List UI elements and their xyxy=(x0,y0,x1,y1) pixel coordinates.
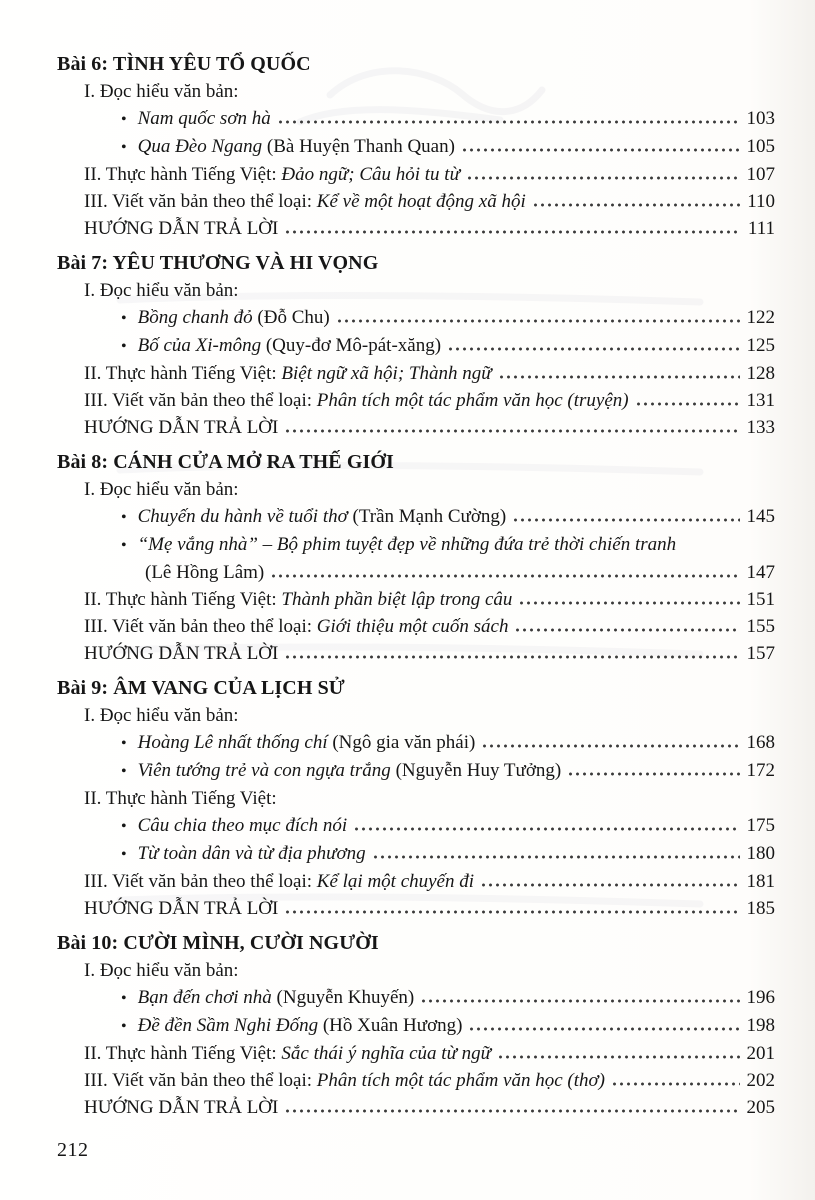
section-title: Bài 9: ÂM VANG CỦA LỊCH SỬ xyxy=(57,677,345,699)
entry-label xyxy=(84,215,278,242)
entry-text: HƯỚNG DẪN TRẢ LỜI xyxy=(84,643,279,664)
entry-page-number: 110 xyxy=(747,191,775,212)
bullet-icon: • xyxy=(121,509,127,526)
entry-page-number: 147 xyxy=(746,562,775,583)
entry-text: Phân tích một tác phẩm văn học (thơ) xyxy=(316,1070,606,1091)
dotted-leader xyxy=(353,827,740,831)
dotted-leader xyxy=(466,176,740,180)
entry-text: (Ngô gia văn phái) xyxy=(327,732,476,753)
entry-text: III. Viết văn bản theo thể loại: xyxy=(84,191,317,212)
entry-text: Viên tướng trẻ và con ngựa trắng xyxy=(137,760,391,781)
toc-entry xyxy=(57,133,775,161)
entry-label xyxy=(84,640,278,667)
bullet-icon: • xyxy=(121,111,127,128)
dotted-leader xyxy=(468,1027,740,1031)
entry-label xyxy=(138,812,348,839)
entry-text: (Nguyễn Khuyến) xyxy=(271,987,415,1008)
toc-section xyxy=(57,249,775,441)
dotted-leader xyxy=(635,402,740,406)
dotted-leader xyxy=(480,883,740,887)
entry-label xyxy=(145,559,264,586)
entry-label xyxy=(84,895,278,922)
entry-label xyxy=(84,1067,605,1094)
toc-entry xyxy=(57,729,775,757)
toc-label xyxy=(57,277,775,304)
entry-text: II. Thực hành Tiếng Việt: xyxy=(84,788,277,809)
entry-label xyxy=(138,984,415,1011)
toc-label xyxy=(57,702,775,729)
entry-text: Kể lại một chuyến đi xyxy=(316,871,475,892)
entry-page-number: 205 xyxy=(746,1097,775,1118)
entry-label xyxy=(84,1094,278,1121)
toc-entry xyxy=(57,984,775,1012)
toc-entry xyxy=(57,586,775,613)
dotted-leader xyxy=(497,1055,740,1059)
entry-text: I. Đọc hiểu văn bản: xyxy=(84,705,239,726)
section-title: Bài 10: CƯỜI MÌNH, CƯỜI NGƯỜI xyxy=(57,932,379,954)
dotted-leader xyxy=(270,574,740,578)
toc-entry xyxy=(57,640,775,667)
entry-page-number: 125 xyxy=(746,335,775,356)
dotted-leader xyxy=(284,429,740,433)
entry-page-number: 107 xyxy=(746,164,775,185)
entry-page-number: 198 xyxy=(746,1015,775,1036)
entry-text: (Nguyễn Huy Tưởng) xyxy=(390,760,562,781)
entry-text: Đảo ngữ; Câu hỏi tu từ xyxy=(281,164,460,185)
entry-text: III. Viết văn bản theo thể loại: xyxy=(84,616,317,637)
dotted-leader xyxy=(277,120,740,124)
entry-label xyxy=(138,332,441,359)
entry-page-number: 201 xyxy=(746,1043,775,1064)
toc-label xyxy=(57,476,775,503)
toc xyxy=(57,50,775,1121)
toc-entry xyxy=(57,304,775,332)
bullet-icon: • xyxy=(121,537,127,554)
entry-page-number: 196 xyxy=(746,987,775,1008)
entry-text: II. Thực hành Tiếng Việt: xyxy=(84,1043,282,1064)
dotted-leader xyxy=(284,910,740,914)
entry-page-number: 180 xyxy=(746,843,775,864)
page-number-footer: 212 xyxy=(57,1139,89,1161)
entry-text: HƯỚNG DẪN TRẢ LỜI xyxy=(84,1097,279,1118)
entry-page-number: 131 xyxy=(746,390,775,411)
entry-label xyxy=(84,360,492,387)
entry-text: (Lê Hồng Lâm) xyxy=(145,562,265,583)
toc-entry xyxy=(57,161,775,188)
entry-page-number: 172 xyxy=(746,760,775,781)
dotted-leader xyxy=(447,347,740,351)
toc-entry xyxy=(57,414,775,441)
toc-section xyxy=(57,929,775,1121)
entry-text: HƯỚNG DẪN TRẢ LỜI xyxy=(84,417,279,438)
entry-label xyxy=(84,868,474,895)
dotted-leader xyxy=(420,999,740,1003)
entry-text: III. Viết văn bản theo thể loại: xyxy=(84,1070,317,1091)
entry-page-number: 128 xyxy=(746,363,775,384)
entry-label xyxy=(84,78,239,105)
dotted-leader xyxy=(461,148,740,152)
entry-text: Bố của Xi-mông xyxy=(137,335,262,356)
entry-text: Thành phần biệt lập trong câu xyxy=(281,589,513,610)
entry-label xyxy=(138,531,677,558)
entry-label xyxy=(84,586,512,613)
entry-page-number: 122 xyxy=(746,307,775,328)
entry-label xyxy=(84,277,239,304)
entry-page-number: 157 xyxy=(746,643,775,664)
toc-entry xyxy=(57,812,775,840)
entry-text: Sắc thái ý nghĩa của từ ngữ xyxy=(281,1043,492,1064)
bullet-icon: • xyxy=(121,990,127,1007)
entry-page-number: 155 xyxy=(746,616,775,637)
entry-label xyxy=(84,702,239,729)
bullet-icon: • xyxy=(121,846,127,863)
entry-text: HƯỚNG DẪN TRẢ LỜI xyxy=(84,898,279,919)
toc-entry xyxy=(57,559,775,586)
bullet-icon: • xyxy=(121,735,127,752)
bullet-icon: • xyxy=(121,1018,127,1035)
toc-entry xyxy=(57,1040,775,1067)
dotted-leader xyxy=(481,744,740,748)
section-title: Bài 6: TÌNH YÊU TỔ QUỐC xyxy=(57,53,311,75)
entry-text: I. Đọc hiểu văn bản: xyxy=(84,81,239,102)
entry-text: Bồng chanh đỏ xyxy=(137,307,253,328)
entry-text: II. Thực hành Tiếng Việt: xyxy=(84,363,282,384)
toc-entry xyxy=(57,188,775,215)
entry-label xyxy=(138,729,476,756)
toc-entry xyxy=(57,360,775,387)
entry-label xyxy=(138,133,455,160)
dotted-leader xyxy=(372,855,740,859)
entry-label xyxy=(138,503,507,530)
toc-section xyxy=(57,674,775,922)
entry-text: III. Viết văn bản theo thể loại: xyxy=(84,871,317,892)
entry-text: I. Đọc hiểu văn bản: xyxy=(84,960,239,981)
toc-entry xyxy=(57,387,775,414)
entry-label xyxy=(138,840,366,867)
entry-page-number: 185 xyxy=(746,898,775,919)
entry-text: (Quy-đơ Mô-pát-xăng) xyxy=(261,335,442,356)
entry-text: Đề đền Sầm Nghi Đống xyxy=(137,1015,319,1036)
entry-label xyxy=(84,476,239,503)
entry-label xyxy=(84,613,508,640)
toc-label xyxy=(57,531,775,559)
entry-text: (Đỗ Chu) xyxy=(252,307,330,328)
toc-label xyxy=(57,957,775,984)
entry-page-number: 145 xyxy=(746,506,775,527)
entry-text: Giới thiệu một cuốn sách xyxy=(316,616,509,637)
entry-label xyxy=(84,188,526,215)
entry-text: Kể về một hoạt động xã hội xyxy=(316,191,526,212)
entry-text: Biệt ngữ xã hội; Thành ngữ xyxy=(281,363,492,384)
bullet-icon: • xyxy=(121,338,127,355)
dotted-leader xyxy=(514,628,740,632)
toc-section xyxy=(57,50,775,242)
toc-entry xyxy=(57,895,775,922)
toc-entry xyxy=(57,1012,775,1040)
entry-text: II. Thực hành Tiếng Việt: xyxy=(84,164,282,185)
entry-page-number: 151 xyxy=(746,589,775,610)
dotted-leader xyxy=(284,230,740,234)
toc-label xyxy=(57,78,775,105)
dotted-leader xyxy=(532,203,740,207)
toc-entry xyxy=(57,332,775,360)
dotted-leader xyxy=(498,375,740,379)
entry-label xyxy=(138,105,271,132)
toc-entry xyxy=(57,868,775,895)
dotted-leader xyxy=(567,772,740,776)
bullet-icon: • xyxy=(121,310,127,327)
entry-text: II. Thực hành Tiếng Việt: xyxy=(84,589,282,610)
entry-label xyxy=(84,387,629,414)
section-title: Bài 8: CÁNH CỬA MỞ RA THẾ GIỚI xyxy=(57,451,394,473)
entry-page-number: 168 xyxy=(746,732,775,753)
toc-entry xyxy=(57,503,775,531)
dotted-leader xyxy=(336,319,740,323)
dotted-leader xyxy=(512,518,740,522)
entry-label xyxy=(84,957,239,984)
toc-label xyxy=(57,785,775,812)
entry-label xyxy=(138,757,562,784)
entry-text: “Mẹ vắng nhà” – Bộ phim tuyệt đẹp về những đứa trẻ thời chiến tranh xyxy=(137,534,677,555)
entry-text: Từ toàn dân và từ địa phương xyxy=(137,843,366,864)
entry-text: I. Đọc hiểu văn bản: xyxy=(84,479,239,500)
toc-entry xyxy=(57,1067,775,1094)
dotted-leader xyxy=(284,1109,740,1113)
toc-entry xyxy=(57,215,775,242)
toc-entry xyxy=(57,1094,775,1121)
entry-page-number: 105 xyxy=(746,136,775,157)
toc-entry xyxy=(57,613,775,640)
toc-section xyxy=(57,448,775,667)
toc-entry xyxy=(57,757,775,785)
entry-page-number: 103 xyxy=(746,108,775,129)
entry-text: Hoàng Lê nhất thống chí xyxy=(137,732,328,753)
bullet-icon: • xyxy=(121,763,127,780)
entry-text: I. Đọc hiểu văn bản: xyxy=(84,280,239,301)
entry-text: Qua Đèo Ngang xyxy=(137,136,263,157)
entry-text: (Bà Huyện Thanh Quan) xyxy=(262,136,455,157)
entry-page-number: 111 xyxy=(747,218,775,239)
entry-text: III. Viết văn bản theo thể loại: xyxy=(84,390,317,411)
entry-page-number: 202 xyxy=(746,1070,775,1091)
entry-label xyxy=(84,785,277,812)
entry-page-number: 175 xyxy=(746,815,775,836)
entry-page-number: 133 xyxy=(746,417,775,438)
entry-label xyxy=(138,304,330,331)
dotted-leader xyxy=(611,1082,740,1086)
section-title: Bài 7: YÊU THƯƠNG VÀ HI VỌNG xyxy=(57,252,379,274)
entry-text: Phân tích một tác phẩm văn học (truyện) xyxy=(316,390,629,411)
entry-label xyxy=(84,161,460,188)
toc-entry xyxy=(57,840,775,868)
entry-text: Chuyến du hành về tuổi thơ xyxy=(137,506,348,527)
entry-label xyxy=(138,1012,463,1039)
bullet-icon: • xyxy=(121,139,127,156)
entry-label xyxy=(84,414,278,441)
entry-text: Nam quốc sơn hà xyxy=(137,108,271,129)
bullet-icon: • xyxy=(121,818,127,835)
entry-text: HƯỚNG DẪN TRẢ LỜI xyxy=(84,218,279,239)
entry-page-number: 181 xyxy=(746,871,775,892)
toc-entry xyxy=(57,105,775,133)
entry-text: Câu chia theo mục đích nói xyxy=(137,815,348,836)
entry-text: (Trần Mạnh Cường) xyxy=(347,506,507,527)
entry-label xyxy=(84,1040,491,1067)
entry-text: (Hồ Xuân Hương) xyxy=(318,1015,463,1036)
entry-text: Bạn đến chơi nhà xyxy=(137,987,272,1008)
dotted-leader xyxy=(518,601,740,605)
dotted-leader xyxy=(284,655,740,659)
